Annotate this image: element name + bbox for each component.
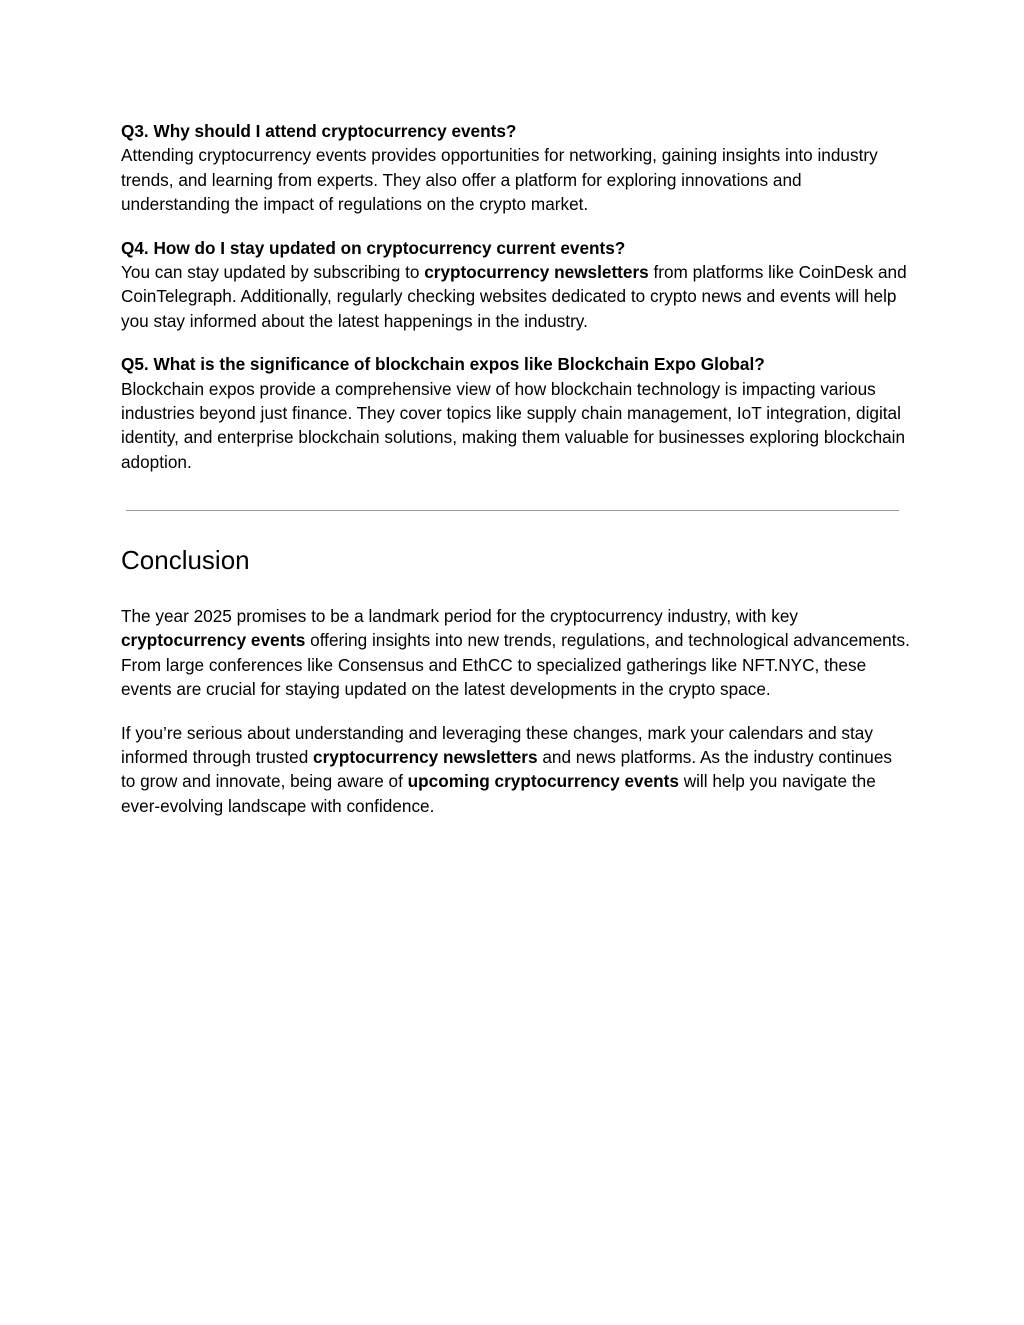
faq-answer: Blockchain expos provide a comprehensive view of how blockchain technology is impacting various industries beyond just finance. They cover topics like supply chain management, IoT integration, digital identity, and enterprise blockchain solutions, making them valuable for businesses exploring blockchain adoption.	[121, 378, 906, 472]
faq-item-q3	[121, 119, 911, 217]
horizontal-divider	[126, 510, 899, 511]
paragraph-text: will help you navigate the ever-evolving landscape with confidence.	[121, 771, 876, 816]
section-heading: Conclusion	[121, 545, 250, 575]
bold-term: cryptocurrency newsletters	[424, 262, 649, 283]
bold-term: cryptocurrency newsletters	[313, 747, 538, 768]
faq-answer: Attending cryptocurrency events provides opportunities for networking, gaining insights into industry trends, and learning from experts. They also offer a platform for exploring innovations and understanding the impact of regulations on the crypto market.	[121, 145, 878, 215]
answer-text: You can stay updated by subscribing to	[121, 262, 425, 283]
conclusion-paragraph-2	[121, 721, 911, 819]
faq-question: Q4. How do I stay updated on cryptocurrency current events?	[121, 237, 626, 258]
conclusion-section	[121, 542, 911, 837]
bold-term: upcoming cryptocurrency events	[407, 771, 679, 792]
faq-section	[121, 119, 911, 493]
paragraph-text: offering insights into new trends, regulations, and technological advancements. From large conferences like Consensus and EthCC to specialized gatherings like NFT.NYC, these events are crucial for staying updated on the latest developments in the crypto space.	[121, 630, 910, 700]
bold-term: cryptocurrency events	[121, 630, 306, 651]
faq-item-q4	[121, 236, 911, 334]
paragraph-text: The year 2025 promises to be a landmark period for the cryptocurrency industry, with key	[121, 606, 798, 626]
paragraph-text: If you’re serious about understanding and leveraging these changes, mark your calendars and stay informed through trusted	[121, 722, 873, 768]
faq-question: Q3. Why should I attend cryptocurrency events?	[121, 121, 517, 141]
faq-answer	[121, 260, 911, 333]
faq-item-q5	[121, 352, 911, 474]
paragraph-text: and news platforms. As the industry continues to grow and innovate, being aware of	[121, 747, 892, 792]
conclusion-paragraph-1	[121, 604, 911, 702]
faq-question: Q5. What is the significance of blockchain expos like Blockchain Expo Global?	[121, 354, 765, 375]
answer-text: from platforms like CoinDesk and CoinTelegraph. Additionally, regularly checking websites dedicated to crypto news and events will help you stay informed about the latest happenings in the industry.	[121, 262, 907, 331]
